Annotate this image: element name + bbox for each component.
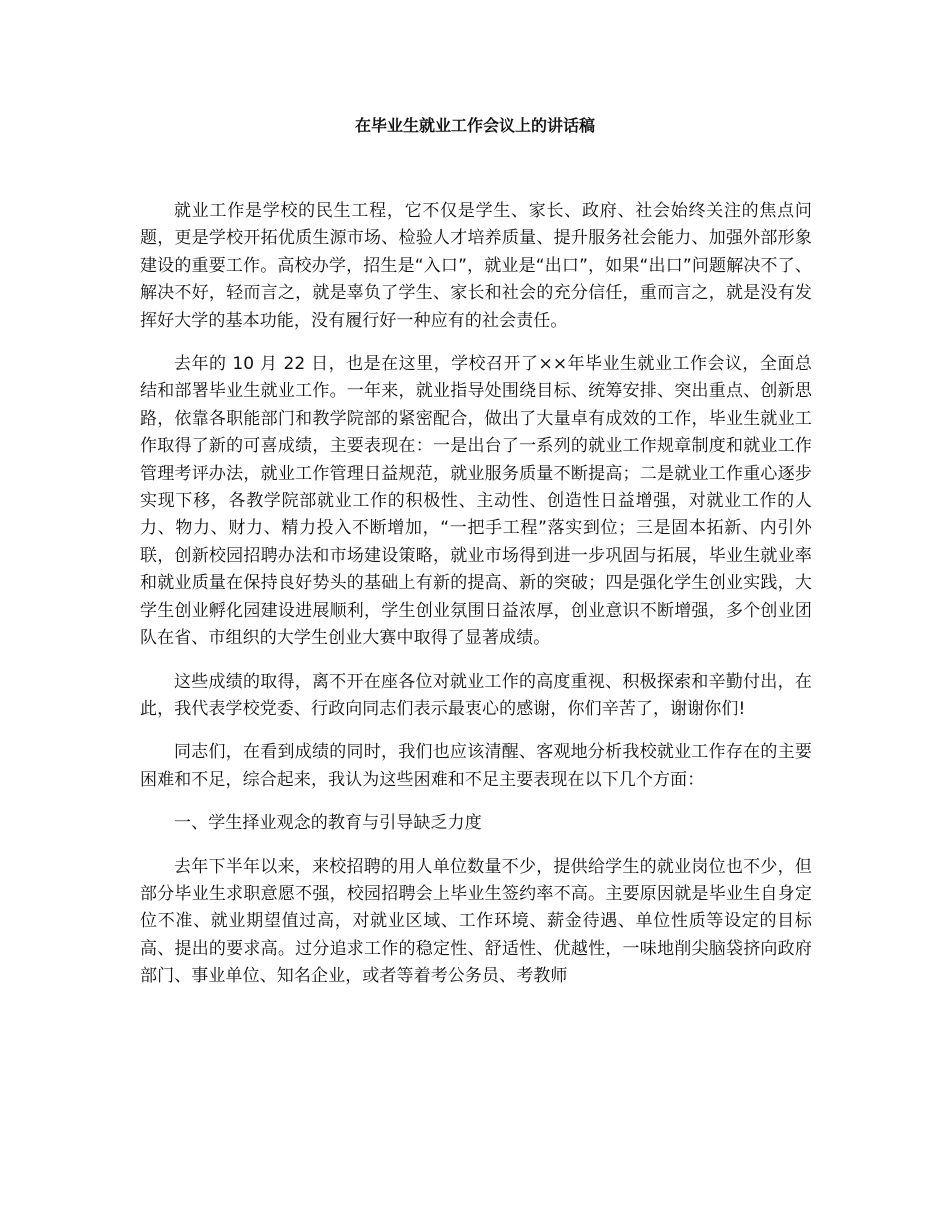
paragraph-section-1: 去年下半年以来，来校招聘的用人单位数量不少，提供给学生的就业岗位也不少，但部分毕业生求职意愿不强，校园招聘会上毕业生签约率不高。主要原因就是毕业生自身定位不准、就业期望值过高，对就业区域、工作环境、薪金待遇、单位性质等设定的目标高、提出的要求高。过分追求工作的稳定性、舒适性、优越性，一味地削尖脑袋挤向政府部门、事业单位、知名企业，或者等着考公务员、考教师 [140, 856, 812, 987]
document-body [140, 198, 812, 1007]
paragraph-thanks: 这些成绩的取得，离不开在座各位对就业工作的高度重视、积极探索和辛勤付出，在此，我代表学校党委、行政向同志们表示最衷心的感谢，你们辛苦了，谢谢你们! [140, 671, 812, 719]
paragraph-achievements: 去年的 10 月 22 日，也是在这里，学校召开了××年毕业生就业工作会议，全面总结和部署毕业生就业工作。一年来，就业指导处围绕目标、统筹安排、突出重点、创新思路，依靠各职能部门和教学院部的紧密配合，做出了大量卓有成效的工作，毕业生就业工作取得了新的可喜成绩，主要表现在：一是出台了一系列的就业工作规章制度和就业工作管理考评办法，就业工作管理日益规范，就业服务质量不断提高；二是就业工作重心逐步实现下移，各教学院部就业工作的积极性、主动性、创造性日益增强，对就业工作的人力、物力、财力、精力投入不断增加，“一把手工程”落实到位；三是固本拓新、内引外联，创新校园招聘办法和市场建设策略，就业市场得到进一步巩固与拓展，毕业生就业率和就业质量在保持良好势头的基础上有新的提高、新的突破；四是强化学生创业实践，大学生创业孵化园建设进展顺利，学生创业氛围日益浓厚，创业意识不断增强，多个创业团队在省、市组织的大学生创业大赛中取得了显著成绩。 [140, 354, 812, 649]
paragraph-problems-intro: 同志们，在看到成绩的同时，我们也应该清醒、客观地分析我校就业工作存在的主要困难和不足，综合起来，我认为这些困难和不足主要表现在以下几个方面： [140, 742, 812, 790]
paragraph-intro: 就业工作是学校的民生工程，它不仅是学生、家长、政府、社会始终关注的焦点问题，更是学校开拓优质生源市场、检验人才培养质量、提升服务社会能力、加强外部形象建设的重要工作。高校办学，招生是“入口”，就业是“出口”，如果“出口”问题解决不了、解决不好，轻而言之，就是辜负了学生、家长和社会的充分信任，重而言之，就是没有发挥好大学的基本功能，没有履行好一种应有的社会责任。 [140, 201, 812, 331]
section-heading-1: 一、学生择业观念的教育与引导缺乏力度 [174, 813, 482, 834]
document-title: 在毕业生就业工作会议上的讲话稿 [354, 116, 595, 135]
